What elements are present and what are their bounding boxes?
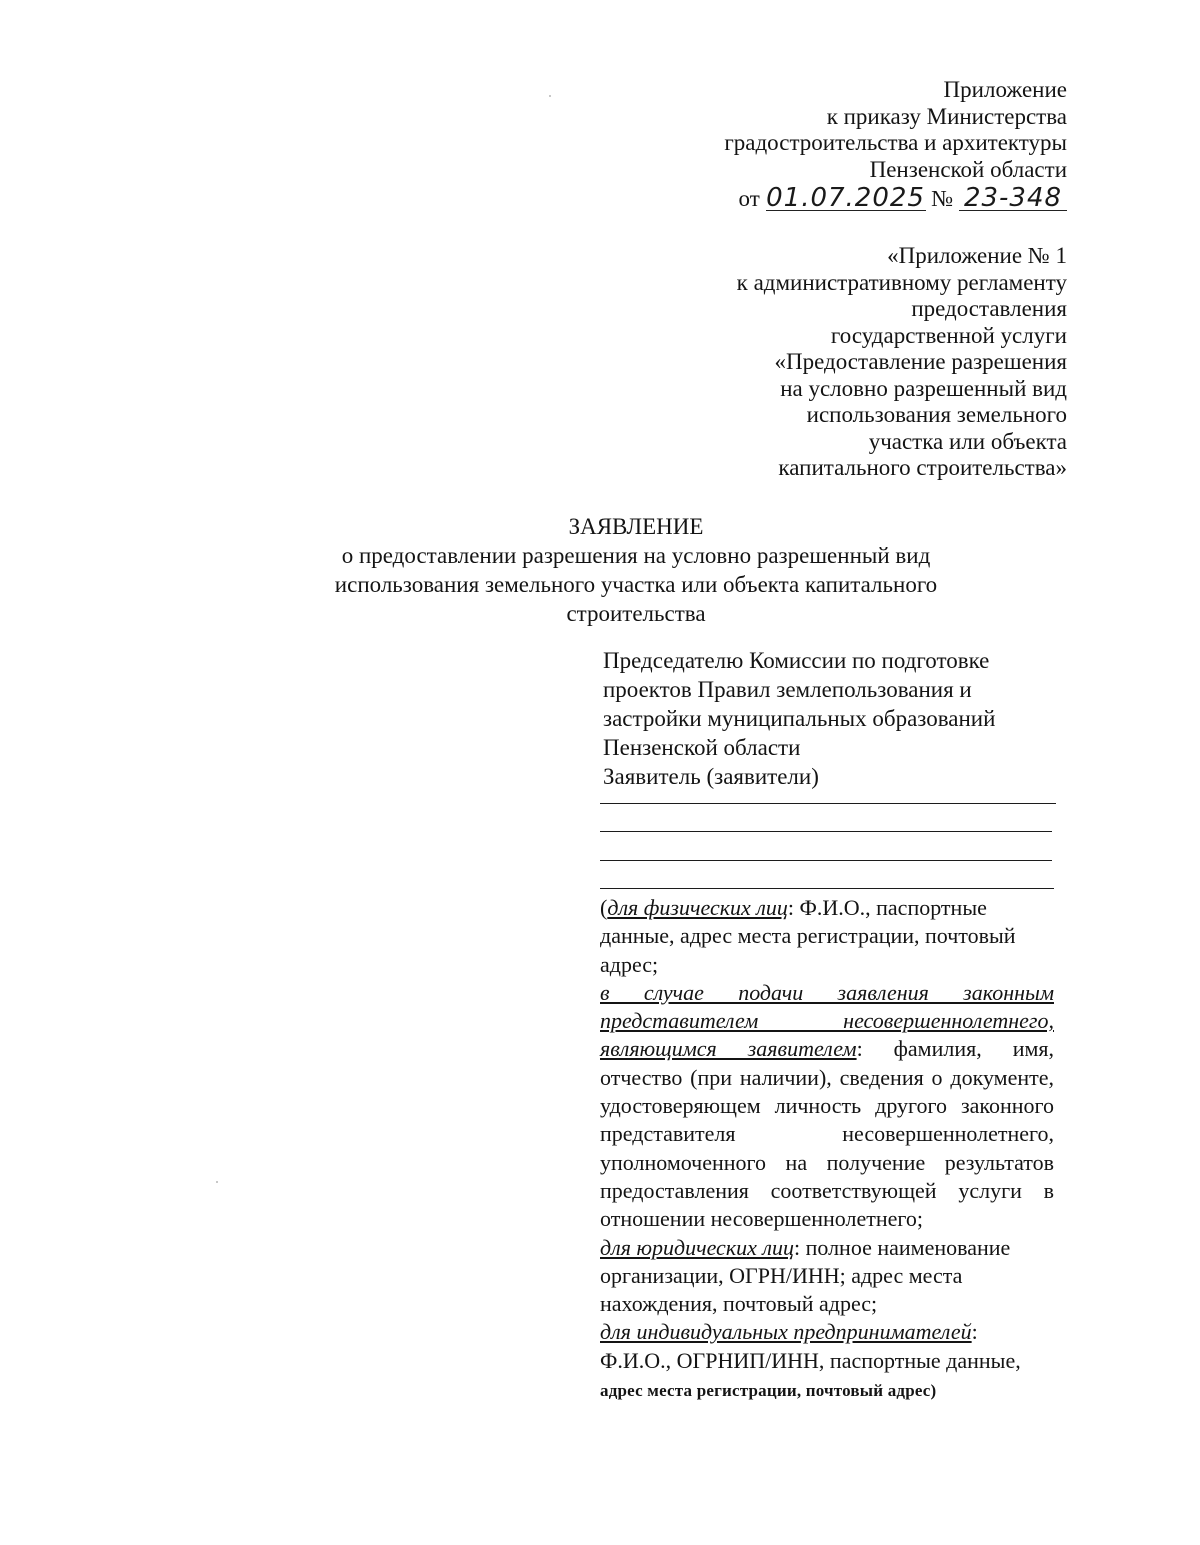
date-prefix: от xyxy=(738,186,760,211)
note-label-entrepreneurs: для индивидуальных предпринимателей xyxy=(600,1319,972,1345)
note-entrepreneurs xyxy=(600,1318,1054,1405)
regulation-appendix-line: капитального строительства» xyxy=(778,455,1067,480)
note-legal-entities xyxy=(600,1234,1054,1319)
addressee-block xyxy=(603,646,995,791)
applicant-fill-line[interactable] xyxy=(600,803,1056,804)
regulation-appendix-header xyxy=(737,243,1067,482)
regulation-appendix-line: участка или объекта xyxy=(868,428,1067,454)
scan-speck xyxy=(549,95,551,97)
regulation-appendix-line: государственной услуги xyxy=(830,322,1067,348)
addressee-line: Пензенской области xyxy=(603,735,801,760)
note-open-paren: ( xyxy=(600,895,608,920)
note-text-individuals: : Ф.И.О., паспортные данные, адрес места регистрации, почтовый адрес; xyxy=(600,895,1016,977)
number-prefix: № xyxy=(931,186,954,211)
order-appendix-line: к приказу Министерства xyxy=(826,103,1067,129)
applicant-fill-line[interactable] xyxy=(600,860,1052,861)
note-label-legal-entities: для юридических лиц xyxy=(600,1234,794,1260)
note-legal-representative xyxy=(600,979,1054,1234)
applicant-details-note xyxy=(600,894,1054,1405)
regulation-appendix-line: на условно разрешенный вид xyxy=(780,375,1067,401)
handwritten-date: 01.07.2025 xyxy=(766,183,925,213)
addressee-line: застройки муниципальных образований xyxy=(603,706,996,731)
note-label-individuals: для физических лиц xyxy=(607,895,788,920)
order-appendix-line: Приложение xyxy=(943,77,1067,102)
applicant-fill-line[interactable] xyxy=(600,888,1054,889)
scan-speck xyxy=(216,1181,218,1183)
addressee-line: Председателю Комиссии по подготовке xyxy=(603,648,990,673)
regulation-appendix-line: предоставления xyxy=(911,296,1067,321)
note-label-representative: в случае подачи заявления законным представителем несовершеннолетнего, являющимся заявителем xyxy=(600,979,1054,1062)
order-appendix-line: градостроительства и архитектуры xyxy=(724,130,1067,155)
note-colon: : xyxy=(971,1319,978,1345)
order-appendix-header xyxy=(724,77,1067,183)
title-heading: ЗАЯВЛЕНИЕ xyxy=(568,514,704,539)
applicant-label: Заявитель (заявители) xyxy=(603,764,819,789)
handwritten-number: 23-348 xyxy=(959,186,1067,211)
applicant-fill-line[interactable] xyxy=(600,831,1052,832)
regulation-appendix-line: «Предоставление разрешения xyxy=(774,349,1067,374)
note-text-legal-entities: : полное наименование организации, ОГРН/ИНН; адрес места нахождения, почтовый адрес; xyxy=(600,1234,1011,1317)
note-individuals xyxy=(600,894,1054,979)
title-subtitle-line: строительства xyxy=(566,601,706,626)
note-text-representative: : фамилия, имя, отчество (при наличии), сведения о документе, удостоверяющем личность другого законного представителя несовершеннолетнего, уполномоченного на получение результатов предоставления соответствующей услуги в отношении несовершеннолетнего; xyxy=(600,1036,1055,1232)
regulation-appendix-line: использования земельного xyxy=(806,402,1067,427)
title-subtitle-line: о предоставлении разрешения на условно разрешенный вид xyxy=(341,543,931,568)
order-appendix-line: Пензенской области xyxy=(869,156,1067,182)
application-title xyxy=(0,512,1200,628)
addressee-line: проектов Правил землепользования и xyxy=(603,677,972,702)
note-text-entrepreneurs: Ф.И.О., ОГРНИП/ИНН, паспортные данные, xyxy=(600,1347,1021,1373)
regulation-appendix-line: к административному регламенту xyxy=(736,269,1067,295)
title-subtitle-line: использования земельного участка или объекта капитального xyxy=(334,572,938,597)
regulation-appendix-line: «Приложение № 1 xyxy=(887,243,1067,268)
note-text-entrepreneurs-last: адрес места регистрации, почтовый адрес) xyxy=(600,1381,937,1401)
order-date-number-line xyxy=(739,184,1067,214)
